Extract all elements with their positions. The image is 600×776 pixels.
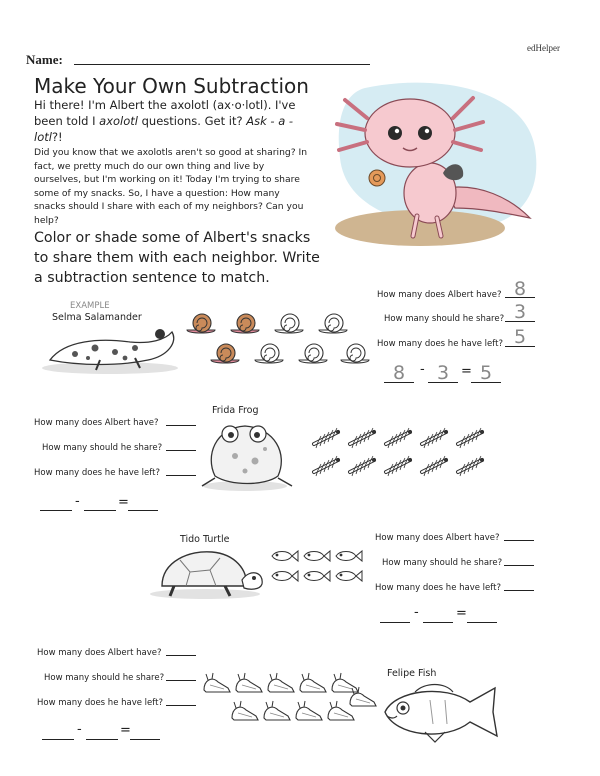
intro-pun2: Ask - a - lotl	[34, 114, 294, 144]
turtle-question-have: How many does Albert have?	[375, 533, 500, 543]
turtle-answer-left[interactable]	[504, 582, 534, 591]
fish-icon[interactable]	[336, 551, 362, 561]
frog-equation-a[interactable]	[40, 502, 72, 511]
page-title: Make Your Own Subtraction	[34, 74, 309, 98]
snail-icon[interactable]	[275, 314, 303, 333]
fish-snack-group[interactable]	[202, 668, 372, 726]
fish-equals-sign: =	[120, 723, 131, 738]
shrimp-icon[interactable]	[458, 428, 484, 448]
intro-before: Hi there! I'm Albert the axolotl (ax·o·lotl). I've been told I	[34, 98, 296, 128]
turtle-question-share: How many should he share?	[382, 558, 503, 568]
fish-answer-left[interactable]	[166, 697, 196, 706]
turtle-equation-c[interactable]	[467, 614, 497, 623]
fish-question-have: How many does Albert have?	[37, 648, 162, 658]
frog-question-share: How many should he share?	[42, 443, 163, 453]
slug-icon[interactable]	[332, 673, 358, 692]
snail-icon[interactable]	[299, 344, 327, 363]
snail-icon[interactable]	[187, 314, 215, 333]
example-answer-share[interactable]: 3	[505, 303, 535, 322]
slug-icon[interactable]	[268, 673, 294, 692]
shrimp-icon[interactable]	[458, 456, 484, 476]
intro-text	[34, 97, 312, 145]
shrimp-icon[interactable]	[386, 428, 412, 448]
slug-icon[interactable]	[300, 673, 326, 692]
frog-equation-b[interactable]	[84, 502, 116, 511]
fish-illustration	[375, 680, 505, 745]
fish-icon[interactable]	[272, 551, 298, 561]
intro-pun1: axolotl	[99, 114, 138, 128]
snail-icon[interactable]	[211, 344, 239, 363]
snail-icon[interactable]	[231, 314, 259, 333]
slug-icon[interactable]	[296, 701, 322, 720]
intro-middle: questions. Get it?	[137, 114, 247, 128]
turtle-equals-sign: =	[456, 606, 467, 621]
snail-icon[interactable]	[319, 314, 347, 333]
example-question-left: How many does he have left?	[377, 339, 503, 349]
fish-icon[interactable]	[272, 571, 298, 581]
slug-icon[interactable]	[204, 673, 230, 692]
fish-equation-a[interactable]	[42, 731, 74, 740]
turtle-equation-a[interactable]	[380, 614, 410, 623]
slug-icon[interactable]	[264, 701, 290, 720]
frog-illustration	[200, 416, 295, 494]
shrimp-icon[interactable]	[422, 456, 448, 476]
frog-equals-sign: =	[118, 495, 129, 510]
axolotl-illustration	[315, 78, 545, 253]
fish-minus-sign: -	[77, 722, 82, 737]
shrimp-icon[interactable]	[350, 456, 376, 476]
salamander-illustration	[40, 320, 180, 375]
intro-paragraph: Did you know that we axolotls aren't so good at sharing? In fact, we pretty much do our own thing and live by ourselves, but I'm working on it! Today I'm trying to share some of my snacks. So, I have a question: How many snacks should I share with each of my neighbors? Can you help?	[34, 147, 308, 226]
slug-icon[interactable]	[232, 701, 258, 720]
example-animal-name: Selma Salamander	[52, 312, 142, 323]
example-tag: EXAMPLE	[70, 301, 110, 311]
turtle-minus-sign: -	[414, 605, 419, 620]
example-answer-left[interactable]: 5	[505, 328, 535, 347]
turtle-illustration	[150, 546, 265, 601]
frog-question-have: How many does Albert have?	[34, 418, 159, 428]
shrimp-icon[interactable]	[350, 428, 376, 448]
turtle-question-left: How many does he have left?	[375, 583, 501, 593]
example-equation-a[interactable]: 8	[384, 364, 414, 383]
example-equation-b[interactable]: 3	[428, 364, 458, 383]
frog-equation-c[interactable]	[128, 502, 158, 511]
example-question-have: How many does Albert have?	[377, 290, 502, 300]
turtle-answer-have[interactable]	[504, 532, 534, 541]
example-snack-group[interactable]	[183, 310, 373, 365]
intro-after: ?!	[51, 130, 63, 144]
turtle-equation-b[interactable]	[423, 614, 453, 623]
fish-answer-share[interactable]	[166, 672, 196, 681]
example-answer-have[interactable]: 8	[505, 280, 535, 298]
snail-icon[interactable]	[255, 344, 283, 363]
fish-animal-name: Felipe Fish	[387, 668, 437, 679]
name-field[interactable]	[74, 64, 370, 65]
frog-answer-left[interactable]	[166, 467, 196, 476]
name-label: Name:	[26, 52, 63, 67]
shrimp-icon[interactable]	[314, 456, 340, 476]
fish-icon[interactable]	[336, 571, 362, 581]
snail-icon[interactable]	[341, 344, 369, 363]
shrimp-icon[interactable]	[314, 428, 340, 448]
frog-minus-sign: -	[75, 494, 80, 509]
fish-question-share: How many should he share?	[44, 673, 165, 683]
fish-question-left: How many does he have left?	[37, 698, 163, 708]
frog-question-left: How many does he have left?	[34, 468, 160, 478]
turtle-snack-group[interactable]	[270, 548, 370, 593]
frog-answer-share[interactable]	[166, 442, 196, 451]
turtle-answer-share[interactable]	[504, 557, 534, 566]
instructions: Color or shade some of Albert's snacks to share them with each neighbor. Write a subtraction sentence to match.	[34, 230, 320, 286]
shrimp-icon[interactable]	[386, 456, 412, 476]
fish-answer-have[interactable]	[166, 647, 196, 656]
fish-equation-b[interactable]	[86, 731, 118, 740]
frog-answer-have[interactable]	[166, 417, 196, 426]
brand-label: edHelper	[527, 43, 560, 53]
turtle-animal-name: Tido Turtle	[180, 534, 230, 545]
frog-animal-name: Frida Frog	[212, 405, 259, 416]
slug-icon[interactable]	[236, 673, 262, 692]
example-minus-sign: -	[420, 362, 425, 377]
example-equals-sign: =	[461, 364, 472, 379]
fish-equation-c[interactable]	[130, 731, 160, 740]
frog-snack-group[interactable]	[312, 426, 492, 481]
fish-icon[interactable]	[304, 551, 330, 561]
example-equation-c[interactable]: 5	[471, 364, 501, 383]
shrimp-icon[interactable]	[422, 428, 448, 448]
fish-icon[interactable]	[304, 571, 330, 581]
example-question-share: How many should he share?	[384, 314, 505, 324]
